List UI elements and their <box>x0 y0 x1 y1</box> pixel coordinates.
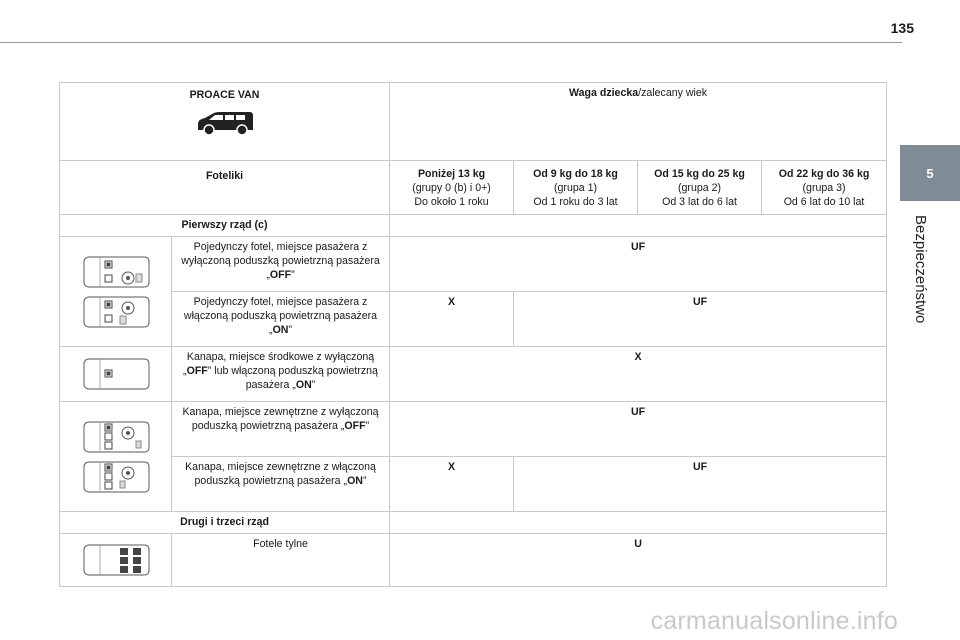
row-desc-5: Kanapa, miejsce zewnętrzne z włączoną poduszką powietrzną pasażera „ON” <box>172 457 390 512</box>
rear-seats-icon-cell <box>60 534 172 587</box>
front-passenger-seat-icon-2 <box>80 294 152 330</box>
row-value-2b: UF <box>514 292 887 347</box>
row-value-4: UF <box>390 402 887 457</box>
vehicle-name: PROACE VAN <box>189 89 260 101</box>
group-title: Od 9 kg do 18 kg <box>533 168 618 180</box>
section-first-row: Pierwszy rząd (c) <box>60 215 390 237</box>
row-value-6: U <box>390 534 887 587</box>
vehicle-header-cell <box>60 83 390 161</box>
row-value-5a: X <box>390 457 514 512</box>
bench-outer-icons <box>60 402 172 512</box>
group-col-1 <box>390 161 514 215</box>
group-col-4 <box>762 161 887 215</box>
row-desc-2: Pojedynczy fotel, miejsce pasażera z włączoną poduszką powietrzną pasażera „ON” <box>172 292 390 347</box>
section-second-third-row: Drugi i trzeci rząd <box>60 512 390 534</box>
group-age: Od 3 lat do 6 lat <box>662 196 737 208</box>
front-passenger-seat-icon <box>80 254 152 290</box>
row-value-1: UF <box>390 237 887 292</box>
weight-subtitle: /zalecany wiek <box>638 87 708 99</box>
group-title: Poniżej 13 kg <box>417 168 486 180</box>
row-value-5b: UF <box>514 457 887 512</box>
bench-center-seat-icon <box>80 356 152 392</box>
seats-label: Foteliki <box>60 161 390 215</box>
row-desc-3: Kanapa, miejsce środkowe z wyłączoną „OFF” lub włączoną poduszką powietrzną pasażera „ON” <box>172 347 390 402</box>
bench-center-icon-cell <box>60 347 172 402</box>
weight-header-cell <box>390 83 887 161</box>
group-name: (grupa 1) <box>554 182 598 194</box>
group-age: Do około 1 roku <box>414 196 489 208</box>
group-name: (grupy 0 (b) i 0+) <box>412 182 491 194</box>
chapter-tab[interactable]: 5 <box>900 145 960 201</box>
group-col-2 <box>514 161 638 215</box>
page-number: 135 <box>890 20 914 36</box>
group-name: (grupa 2) <box>678 182 722 194</box>
group-col-3 <box>638 161 762 215</box>
group-name: (grupa 3) <box>802 182 846 194</box>
group-title: Od 15 kg do 25 kg <box>654 168 745 180</box>
row-desc-6: Fotele tylne <box>172 534 390 587</box>
bench-outer-seat-icon-2 <box>80 459 152 495</box>
group-age: Od 1 roku do 3 lat <box>533 196 618 208</box>
rear-seats-icon <box>80 542 152 578</box>
row-value-3: X <box>390 347 887 402</box>
header-rule <box>0 42 902 43</box>
row-desc-1: Pojedynczy fotel, miejsce pasażera z wyłączoną poduszką powietrzną pasażera „OFF” <box>172 237 390 292</box>
section-second-row-empty <box>390 512 887 534</box>
weight-title: Waga dziecka <box>569 87 639 99</box>
group-title: Od 22 kg do 36 kg <box>778 168 870 180</box>
chapter-label: Bezpieczeństwo <box>912 215 929 324</box>
group-age: Od 6 lat do 10 lat <box>783 196 865 208</box>
section-first-row-empty <box>390 215 887 237</box>
watermark: carmanualsonline.info <box>650 607 898 635</box>
van-icon <box>194 108 256 138</box>
row-value-2a: X <box>390 292 514 347</box>
row-desc-4: Kanapa, miejsce zewnętrzne z wyłączoną poduszką powietrzną pasażera „OFF” <box>172 402 390 457</box>
front-seat-icons <box>60 237 172 347</box>
bench-outer-seat-icon <box>80 419 152 455</box>
child-seat-table <box>59 82 887 587</box>
